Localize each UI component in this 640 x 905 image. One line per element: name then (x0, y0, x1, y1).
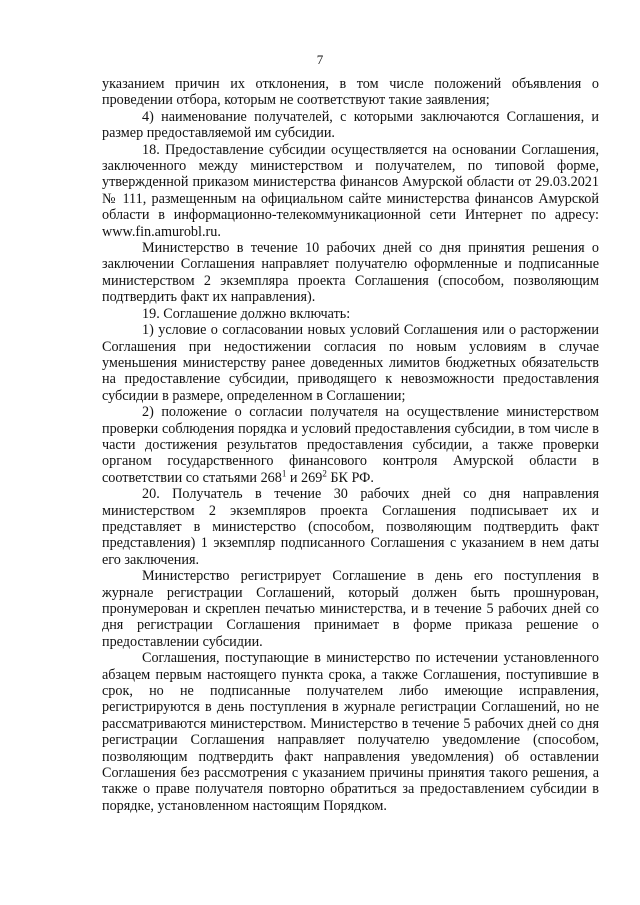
paragraph-text: и 269 (286, 469, 323, 486)
paragraph: 20. Получатель в течение 30 рабочих дней со дня направления министерством 2 экземпляров проекта Соглашения подписывает их и представляет в министерство (способом, позволяющим подтвердить факт представления) 1 экземпляр подписанного Соглашения с указанием в нем даты его заключения. (102, 486, 599, 568)
paragraph: 4) наименование получателей, с которыми заключаются Соглашения, и размер предоставляемой им субсидии. (102, 108, 599, 142)
document-body (102, 76, 599, 814)
page-number: 7 (316, 52, 324, 67)
paragraph: Министерство регистрирует Соглашение в день его поступления в журнале регистрации Соглашений, который должен быть прошнурован, пронумерован и скреплен печатью министерства, и в течение 5 рабочих дней со дня регистрации Соглашения принимает в форме приказа решение о предоставлении субсидии. (102, 568, 599, 650)
paragraph-text: БК РФ. (326, 469, 374, 486)
superscript: 1 (281, 468, 287, 479)
paragraph (102, 404, 599, 486)
paragraph-text: 2) положение о согласии получателя на осуществление министерством проверки соблюдения порядка и условий предоставления субсидии, в том числе в части достижения результатов предоставления субсидии, а также проверки органом государственного финансового контроля Амурской области в соответствии со статьями 268 (102, 404, 599, 486)
superscript: 2 (322, 468, 327, 479)
paragraph: 1) условие о согласовании новых условий Соглашения или о расторжении Соглашения при недостижении согласия по новым условиям в случае уменьшения министерству ранее доведенных лимитов бюджетных обязательств на предоставление субсидии, приводящего к невозможности предоставления субсидии в размере, определенном в Соглашении; (102, 322, 599, 404)
paragraph: 18. Предоставление субсидии осуществляется на основании Соглашения, заключенного между министерством и получателем, по типовой форме, утвержденной приказом министерства финансов Амурской области от 29.03.2021 № 111, размещенным на официальном сайте министерства финансов Амурской области в информационно-телекоммуникационной сети Интернет по адресу: www.fin.amurobl.ru. (102, 141, 599, 240)
paragraph: указанием причин их отклонения, в том числе положений объявления о проведении отбора, которым не соответствуют такие заявления; (102, 76, 599, 109)
paragraph: 19. Соглашение должно включать: (142, 305, 351, 322)
paragraph: Соглашения, поступающие в министерство по истечении установленного абзацем первым настоящего пункта срока, а также Соглашения, поступившие в срок, но не подписанные получателем либо имеющие исправления, регистрируются в день поступления в журнале регистрации Соглашений, но не рассматриваются министерством. Министерство в течение 5 рабочих дней со дня регистрации Соглашения направляет получателю уведомление (способом, позволяющим подтвердить факт направления уведомления) об оставлении Соглашения без рассмотрения с указанием причины принятия такого решения, а также о праве получателя повторно обратиться за предоставлением субсидии в порядке, установленном настоящим Порядком. (102, 650, 599, 814)
paragraph: Министерство в течение 10 рабочих дней со дня принятия решения о заключении Соглашения направляет получателю оформленные и подписанные министерством 2 экземпляра проекта Соглашения (способом, позволяющим подтвердить факт их направления). (102, 240, 599, 306)
